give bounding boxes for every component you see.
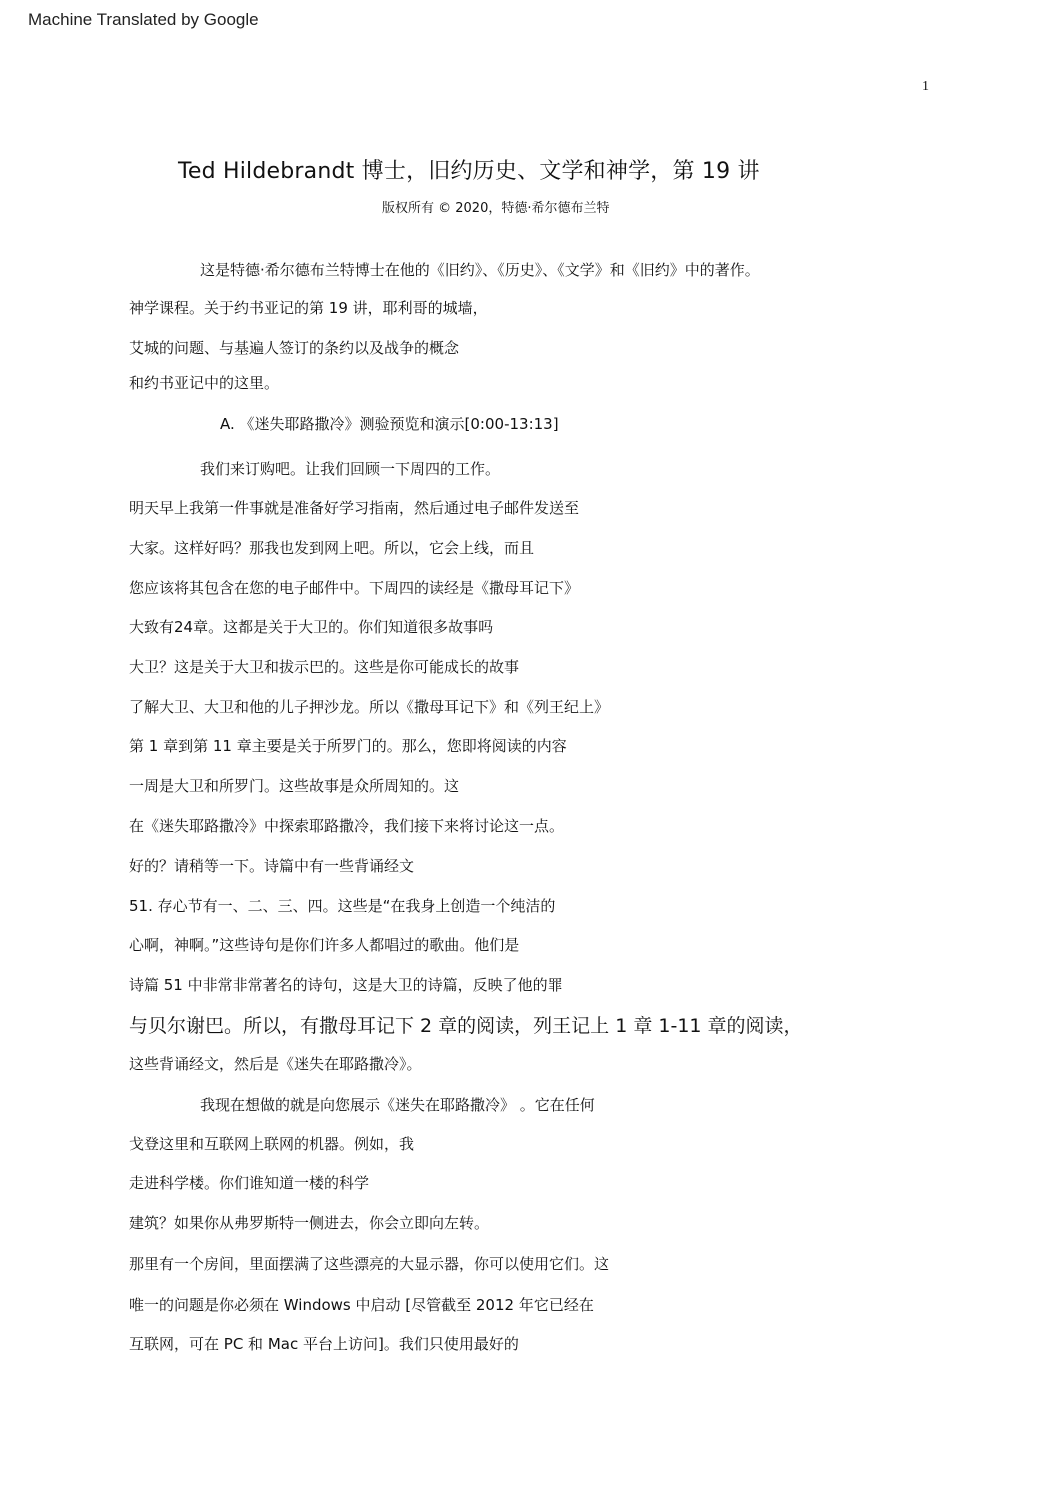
body-line: 艾城的问题、与基遍人签订的条约以及战争的概念 <box>129 339 460 357</box>
body-line: 第 1 章到第 11 章主要是关于所罗门的。那么，您即将阅读的内容 <box>129 737 567 755</box>
body-line: 唯一的问题是你必须在 Windows 中启动 [尽管截至 2012 年它已经在 <box>129 1296 594 1314</box>
body-line: 和约书亚记中的这里。 <box>129 374 280 392</box>
body-line: 大家。这样好吗？那我也发到网上吧。所以，它会上线，而且 <box>129 539 535 557</box>
copyright-line: 版权所有 © 2020，特德·希尔德布兰特 <box>382 201 610 216</box>
body-line: 我现在想做的就是向您展示《迷失在耶路撒冷》 。它在任何 <box>200 1096 595 1114</box>
body-line: 戈登这里和互联网上联网的机器。例如，我 <box>129 1135 415 1153</box>
body-line: 与贝尔谢巴。所以，有撒母耳记下 2 章的阅读，列王记上 1 章 1-11 章的阅读， <box>129 1015 803 1037</box>
body-line: 心啊，神啊。”这些诗句是你们许多人都唱过的歌曲。他们是 <box>129 936 520 954</box>
page-number: 1 <box>922 79 929 94</box>
body-line: 大卫？这是关于大卫和拔示巴的。这些是你可能成长的故事 <box>129 658 520 676</box>
body-line: 神学课程。关于约书亚记的第 19 讲，耶利哥的城墙， <box>129 299 488 317</box>
body-line: 了解大卫、大卫和他的儿子押沙龙。所以《撒母耳记下》和《列王纪上》 <box>129 698 610 716</box>
body-line: 这是特德·希尔德布兰特博士在他的《旧约》、《历史》、《文学》和《旧约》中的著作。 <box>200 261 760 279</box>
section-heading: A. 《迷失耶路撒冷》测验预览和演示[0:00-13:13] <box>220 415 559 433</box>
body-line: 在《迷失耶路撒冷》中探索耶路撒冷，我们接下来将讨论这一点。 <box>129 817 565 835</box>
body-line: 51. 存心节有一、二、三、四。这些是“在我身上创造一个纯洁的 <box>129 897 556 915</box>
body-line: 互联网，可在 PC 和 Mac 平台上访问]。我们只使用最好的 <box>129 1335 519 1353</box>
body-line: 一周是大卫和所罗门。这些故事是众所周知的。这 <box>129 777 460 795</box>
body-line: 好的？请稍等一下。诗篇中有一些背诵经文 <box>129 857 415 875</box>
body-line: 那里有一个房间，里面摆满了这些漂亮的大显示器，你可以使用它们。这 <box>129 1255 610 1273</box>
body-line: 这些背诵经文，然后是《迷失在耶路撒冷》。 <box>129 1055 422 1073</box>
machine-translation-banner: Machine Translated by Google <box>28 10 259 29</box>
body-line: 走进科学楼。你们谁知道一楼的科学 <box>129 1174 370 1192</box>
body-line: 我们来订购吧。让我们回顾一下周四的工作。 <box>200 460 501 478</box>
body-line: 您应该将其包含在您的电子邮件中。下周四的读经是《撒母耳记下》 <box>129 579 580 597</box>
body-line: 诗篇 51 中非常非常著名的诗句，这是大卫的诗篇，反映了他的罪 <box>129 976 563 994</box>
body-line: 建筑？如果你从弗罗斯特一侧进去，你会立即向左转。 <box>129 1214 490 1232</box>
page-title: Ted Hildebrandt 博士，旧约历史、文学和神学，第 19 讲 <box>178 159 760 184</box>
body-line: 明天早上我第一件事就是准备好学习指南，然后通过电子邮件发送至 <box>129 499 580 517</box>
body-line: 大致有24章。这都是关于大卫的。你们知道很多故事吗 <box>129 618 494 636</box>
